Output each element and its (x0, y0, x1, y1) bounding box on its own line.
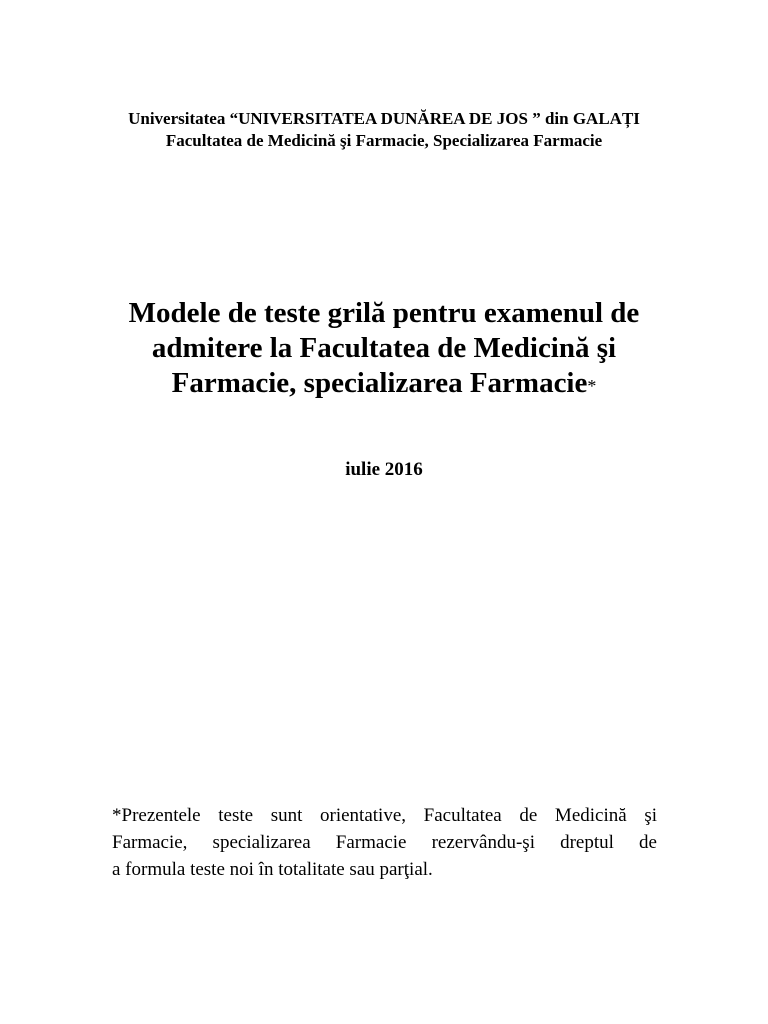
faculty-line: Facultatea de Medicină şi Farmacie, Specializarea Farmacie (165, 131, 603, 150)
footnote-line-1: *Prezentele teste sunt orientative, Facultatea de Medicină şi (112, 805, 657, 826)
footnote-paragraph (112, 802, 657, 883)
title-line-2: admitere la Facultatea de Medicină şi (151, 332, 617, 364)
institution-header (0, 108, 768, 152)
document-date: iulie 2016 (345, 459, 423, 480)
university-line: Universitatea “UNIVERSITATEA DUNĂREA DE JOS ” din GALAȚI (128, 109, 640, 128)
footnote-line-3: a formula teste noi în totalitate sau parţial. (112, 859, 433, 880)
title-line-3 (60, 366, 708, 404)
title-line-1: Modele de teste grilă pentru examenul de (128, 297, 640, 329)
title-line-3-text: Farmacie, specializarea Farmacie (171, 367, 588, 399)
document-title (60, 296, 708, 404)
footnote-line-2: Farmacie, specializarea Farmacie rezervându-şi dreptul de (112, 832, 657, 853)
footnote-marker: * (587, 376, 597, 396)
